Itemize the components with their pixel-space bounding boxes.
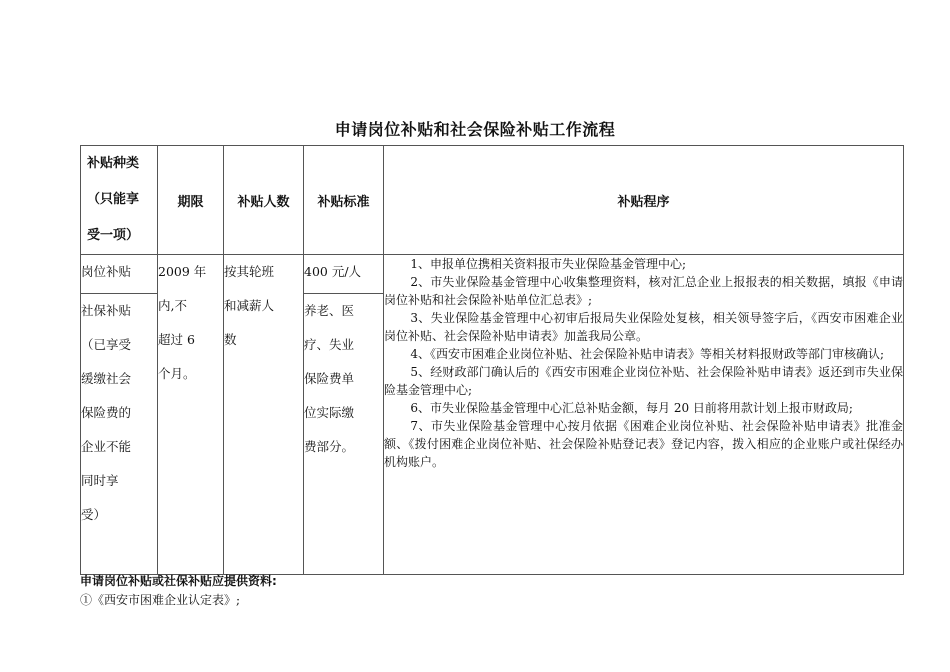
procedure-step: 3、失业保险基金管理中心初审后报局失业保险处复核，相关领导签字后，《西安市困难企业岗位补贴、社会保险补贴申请表》加盖我局公章。 <box>384 311 903 343</box>
header-type-line: 补贴种类 <box>87 156 140 171</box>
cell-type-post <box>81 255 158 294</box>
people-line: 和减薪人 <box>224 298 275 313</box>
standard-social-line: 费部分。 <box>304 439 355 454</box>
type-social-line: 社保补贴 <box>81 303 132 318</box>
procedure-step: 6、市失业保险基金管理中心汇总补贴金额，每月 20 日前将用款计划上报市财政局; <box>410 401 853 415</box>
cell-type-social <box>81 294 158 575</box>
header-type-line: 受一项） <box>87 228 140 243</box>
type-post-label: 岗位补贴 <box>81 264 132 279</box>
materials-heading: 申请岗位补贴或社保补贴应提供资料: <box>80 574 277 588</box>
procedure-step: 7、市失业保险基金管理中心按月依据《困难企业岗位补贴、社会保险补贴申请表》批准金额、《拨付困难企业岗位补贴、社会保险补贴登记表》登记内容，拨入相应的企业账户或社保经办机构账户。 <box>384 419 903 469</box>
people-line: 数 <box>224 332 237 347</box>
materials-item: ①《西安市困难企业认定表》; <box>80 593 241 607</box>
page-title: 申请岗位补贴和社会保险补贴工作流程 <box>334 120 616 139</box>
standard-social-line: 养老、医 <box>304 303 355 318</box>
people-line: 按其轮班 <box>224 264 275 279</box>
cell-people <box>224 255 304 575</box>
subsidy-process-table <box>80 145 904 575</box>
type-social-line: （已享受 <box>81 337 132 352</box>
type-social-line: 保险费的 <box>81 405 132 420</box>
procedure-step: 5、经财政部门确认后的《西安市困难企业岗位补贴、社会保险补贴申请表》返还到市失业保险基金管理中心; <box>384 365 903 397</box>
procedure-step: 4、《西安市困难企业岗位补贴、社会保险补贴申请表》等相关材料报财政等部门审核确认; <box>410 347 885 361</box>
header-period: 期限 <box>158 146 224 255</box>
period-line: 超过 6 <box>158 332 195 347</box>
table-row <box>81 255 904 294</box>
procedure-step: 1、申报单位携相关资料报市失业保险基金管理中心; <box>410 257 687 271</box>
header-standard: 补贴标准 <box>304 146 384 255</box>
procedure-step: 2、市失业保险基金管理中心收集整理资料，核对汇总企业上报报表的相关数据，填报《申请岗位补贴和社会保险补贴单位汇总表》; <box>384 275 903 307</box>
period-line: 个月。 <box>158 366 196 381</box>
header-procedure: 补贴程序 <box>384 146 904 255</box>
type-social-line: 缓缴社会 <box>81 371 132 386</box>
standard-social-line: 位实际缴 <box>304 405 355 420</box>
table-header-row <box>81 146 904 255</box>
cell-standard-post <box>304 255 384 294</box>
period-line: 内,不 <box>158 298 187 313</box>
type-social-line: 受） <box>81 507 107 522</box>
standard-post-value: 400 元/人 <box>304 264 362 279</box>
header-subsidy-type <box>81 146 158 255</box>
type-social-line: 企业不能 <box>81 439 132 454</box>
header-people: 补贴人数 <box>224 146 304 255</box>
cell-period <box>158 255 224 575</box>
cell-procedure <box>384 255 904 575</box>
type-social-line: 同时享 <box>81 473 119 488</box>
header-type-line: （只能享 <box>87 192 140 207</box>
cell-standard-social <box>304 294 384 575</box>
standard-social-line: 保险费单 <box>304 371 355 386</box>
standard-social-line: 疗、失业 <box>304 337 355 352</box>
period-line: 2009 年 <box>158 264 207 279</box>
